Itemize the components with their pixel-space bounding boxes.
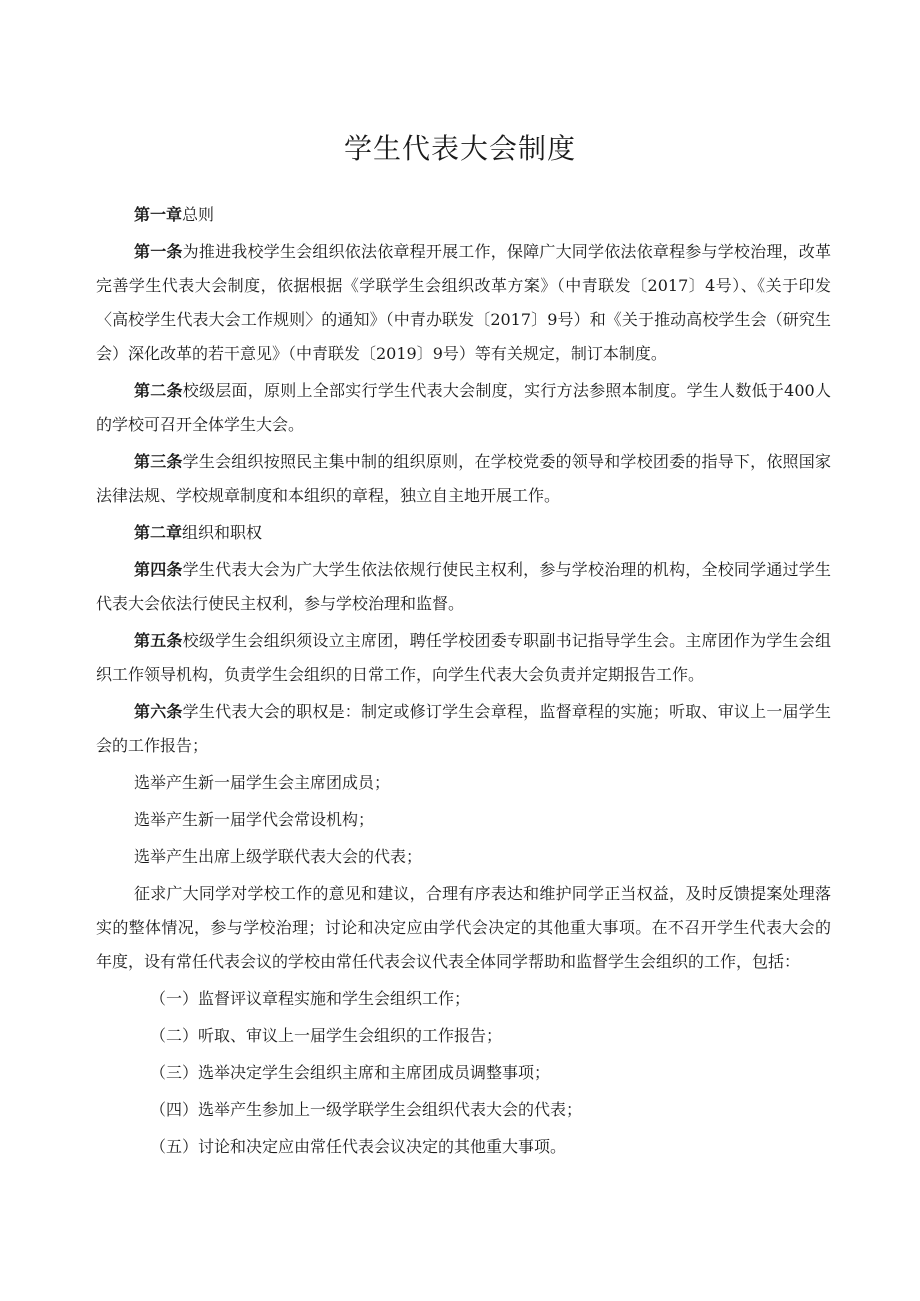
article-number: 第二条 (134, 381, 183, 400)
body-paragraph: 选举产生新一届学代会常设机构； (134, 810, 375, 829)
article-number: 第四条 (134, 560, 183, 579)
list-item: （四）选举产生参加上一级学联学生会组织代表大会的代表； (150, 1100, 583, 1119)
document-body (96, 198, 831, 1167)
article-paragraph (96, 445, 831, 513)
article-number: 第三条 (134, 452, 183, 471)
article-paragraph (96, 553, 831, 621)
article-number: 第六条 (134, 702, 183, 721)
chapter-heading (96, 516, 831, 550)
article-text: 校级层面，原则上全部实行学生代表大会制度，实行方法参照本制度。学生人数低于400人的学校可召开全体学生大会。 (96, 381, 831, 434)
article-text: 学生代表大会的职权是：制定或修订学生会章程，监督章程的实施；听取、审议上一届学生会的工作报告； (96, 702, 831, 755)
list-item: （三）选举决定学生会组织主席和主席团成员调整事项； (150, 1063, 551, 1082)
article-text: 学生会组织按照民主集中制的组织原则，在学校党委的领导和学校团委的指导下，依照国家法律法规、学校规章制度和本组织的章程，独立自主地开展工作。 (96, 452, 831, 505)
article-paragraph (96, 235, 831, 371)
article-number: 第五条 (134, 631, 183, 650)
chapter-number: 第二章 (134, 523, 183, 542)
page-title: 学生代表大会制度 (343, 131, 576, 165)
article-paragraph (96, 695, 831, 763)
body-paragraph: 选举产生新一届学生会主席团成员； (134, 773, 391, 792)
chapter-heading (96, 198, 831, 232)
chapter-title: 组织和职权 (182, 523, 263, 542)
list-item: （一）监督评议章程实施和学生会组织工作； (150, 989, 471, 1008)
article-text: 为推进我校学生会组织依法依章程开展工作，保障广大同学依法依章程参与学校治理，改革完善学生代表大会制度，依据根据《学联学生会组织改革方案》（中青联发〔2017〕4号）、《关于印发〈高校学生代表大会工作规则〉的通知》（中青办联发〔2017〕9号）和《关于推动高校学生会（研究生会）深化改革的若干意见》（中青联发〔2019〕9号）等有关规定，制订本制度。 (96, 242, 831, 363)
body-paragraph: 选举产生出席上级学联代表大会的代表； (134, 847, 423, 866)
list-item: （五）讨论和决定应由常任代表会议决定的其他重大事项。 (150, 1137, 567, 1156)
article-text: 校级学生会组织须设立主席团，聘任学校团委专职副书记指导学生会。主席团作为学生会组织工作领导机构，负责学生会组织的日常工作，向学生代表大会负责并定期报告工作。 (96, 631, 831, 684)
article-paragraph (96, 624, 831, 692)
chapter-title: 总则 (182, 205, 215, 224)
list-item: （二）听取、审议上一届学生会组织的工作报告； (150, 1026, 503, 1045)
article-text: 学生代表大会为广大学生依法依规行使民主权利，参与学校治理的机构，全校同学通过学生代表大会依法行使民主权利，参与学校治理和监督。 (96, 560, 831, 613)
body-paragraph: 征求广大同学对学校工作的意见和建议，合理有序表达和维护同学正当权益，及时反馈提案处理落实的整体情况，参与学校治理；讨论和决定应由学代会决定的其他重大事项。在不召开学生代表大会的年度，设有常任代表会议的学校由常任代表会议代表全体同学帮助和监督学生会组织的工作，包括： (96, 884, 831, 971)
chapter-number: 第一章 (134, 205, 183, 224)
article-number: 第一条 (134, 242, 183, 261)
article-paragraph (96, 374, 831, 442)
